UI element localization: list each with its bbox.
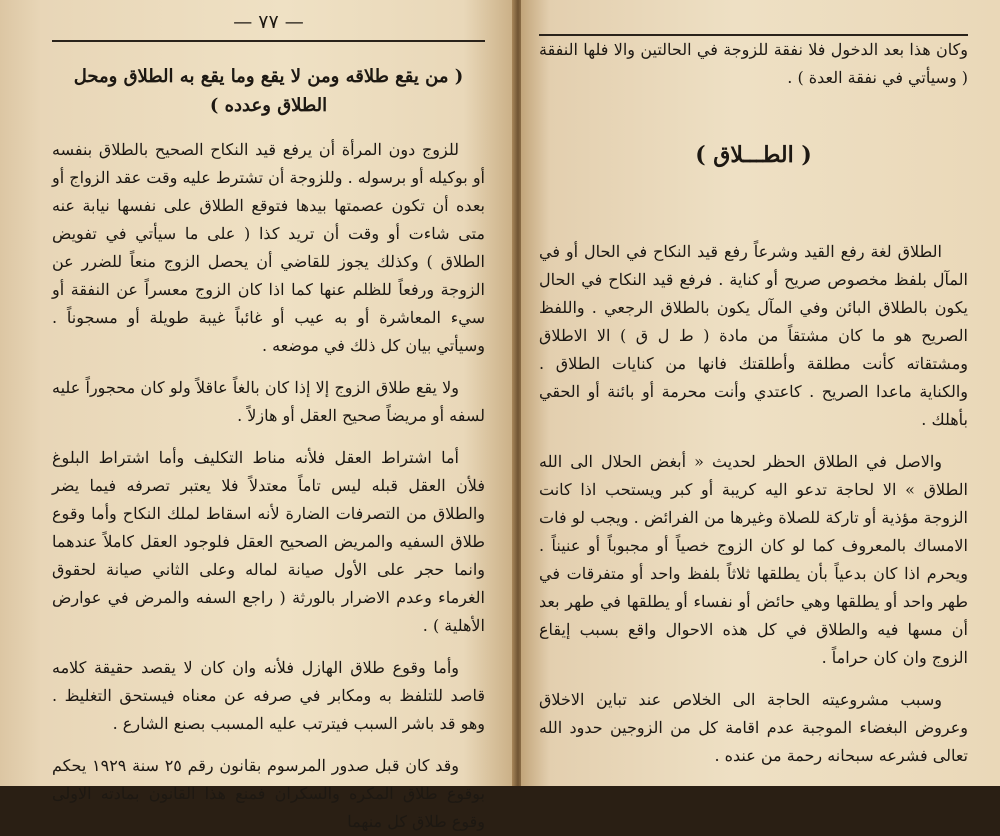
- paragraph: الطلاق لغة رفع القيد وشرعاً رفع قيد النكاح في الحال أو في المآل بلفظ مخصوص صريح أو كناية . فرفع قيد النكاح في الحال يكون بالطلاق البائن وفي المآل يكون بالطلاق الرجعي . واللفظ الصريح هو ما كان مشتقاً من مادة ( ط ل ق ) الا الاطلاق ومشتقاته كأنت مطلقة وأطلقتك فانها من كنايات الطلاق . والكناية ماعدا الصريح . كاعتدي وأنت محرمة أو بائنة أو الحقي بأهلك .: [539, 242, 968, 429]
- header-rule: [52, 40, 485, 42]
- paragraph: للزوج دون المرأة أن يرفع قيد النكاح الصحيح بالطلاق بنفسه أو بوكيله أو برسوله . وللزوجة أن تشترط عليه وقت عقد الزواج أو بعده أن تكون عصمتها بيدها فتوقع الطلاق على نفسها نيابة عنه متى شاءت أو وقت أن تريد كذا ( على ما سيأتي في تفويض الطلاق ) وكذلك يجوز للقاضي أن يحصل الزوج منعاً للضرر عن الزوجة ورفعاً للظلم عنها كما اذا كان الزوج معسراً عن النفقة أو سيء المعاشرة أو به عيب أو غائباً غيبة طويلة أو مسجوناً . وسيأتي بيان كل ذلك في موضعه .: [52, 140, 485, 355]
- section-heading: ( من يقع طلاقه ومن لا يقع وما يقع به الطلاق ومحل الطلاق وعدده ): [73, 66, 464, 116]
- paragraph: ولا يقع طلاق الزوج إلا إذا كان بالغاً عاقلاً ولو كان محجوراً عليه لسفه أو مريضاً صحيح العقل أو هازلاً .: [52, 378, 485, 425]
- paragraph: أما اشتراط العقل فلأنه مناط التكليف وأما اشتراط البلوغ فلأن العقل قبله ليس تاماً معتدلاً فلا يعتبر تصرفه فيما يضر والطلاق من التصرفات الضارة لأنه اسقاط لملك النكاح وأما وقوع طلاق السفيه والمريض الصحيح العقل فلوجود العقل كاملاً عندهما وانما حجر على الأول صيانة لماله وعلى الثاني صيانة لحقوق الغرماء وعدم الاضرار بالورثة ( راجع السفه والمرض في عوارض الأهلية ) .: [52, 448, 485, 635]
- paragraph: وقد كان قبل صدور المرسوم بقانون رقم ٢٥ سنة ١٩٢٩ يحكم بوقوع طلاق المكره والسكران فمنع هذا القانون بمادته الاولى وقوع طلاق كل منهما: [52, 756, 485, 831]
- paragraph: والاصل في الطلاق الحظر لحديث « أبغض الحلال الى الله الطلاق » الا لحاجة تدعو اليه كريبة أو كبر ويستحب اذا كانت الزوجة مؤذية أو تاركة للصلاة وغيرها من الفرائض . ويجب لو فات الامساك بالمعروف كما لو كان الزوج خصياً أو مجبوباً أو عنيناً . ويحرم اذا كان بدعياً بأن يطلقها ثلاثاً بلفظ واحد أو متفرقات في طهر واحد أو يطلقها وهي حائض أو نفساء أو يطلقها في طهر بعد أن مسها فيه والطلاق في كل هذه الاحوال واقع بسبب إيقاع الزوج وان كان حراماً .: [539, 452, 968, 667]
- chapter-title: ( الطـــلاق ): [695, 142, 812, 168]
- paragraph: وأما وقوع طلاق الهازل فلأنه وان كان لا يقصد حقيقة كلامه قاصد للتلفظ به ومكابر في صرفه عن معناه فيستحق التغليظ . وهو قد باشر السبب فيترتب عليه المسبب بصنع الشارع .: [52, 658, 485, 733]
- right-page: [521, 0, 1000, 786]
- continuation-paragraph: وكان هذا بعد الدخول فلا نفقة للزوجة في الحالتين والا فلها النفقة ( وسيأتي في نفقة العدة ) .: [539, 40, 968, 87]
- page-number: — ٧٧ —: [233, 11, 304, 33]
- paragraph: وسبب مشروعيته الحاجة الى الخلاص عند تباين الاخلاق وعروض البغضاء الموجبة عدم اقامة كل من الزوجين حدود الله تعالى فشرعه سبحانه رحمة من عنده .: [539, 690, 968, 765]
